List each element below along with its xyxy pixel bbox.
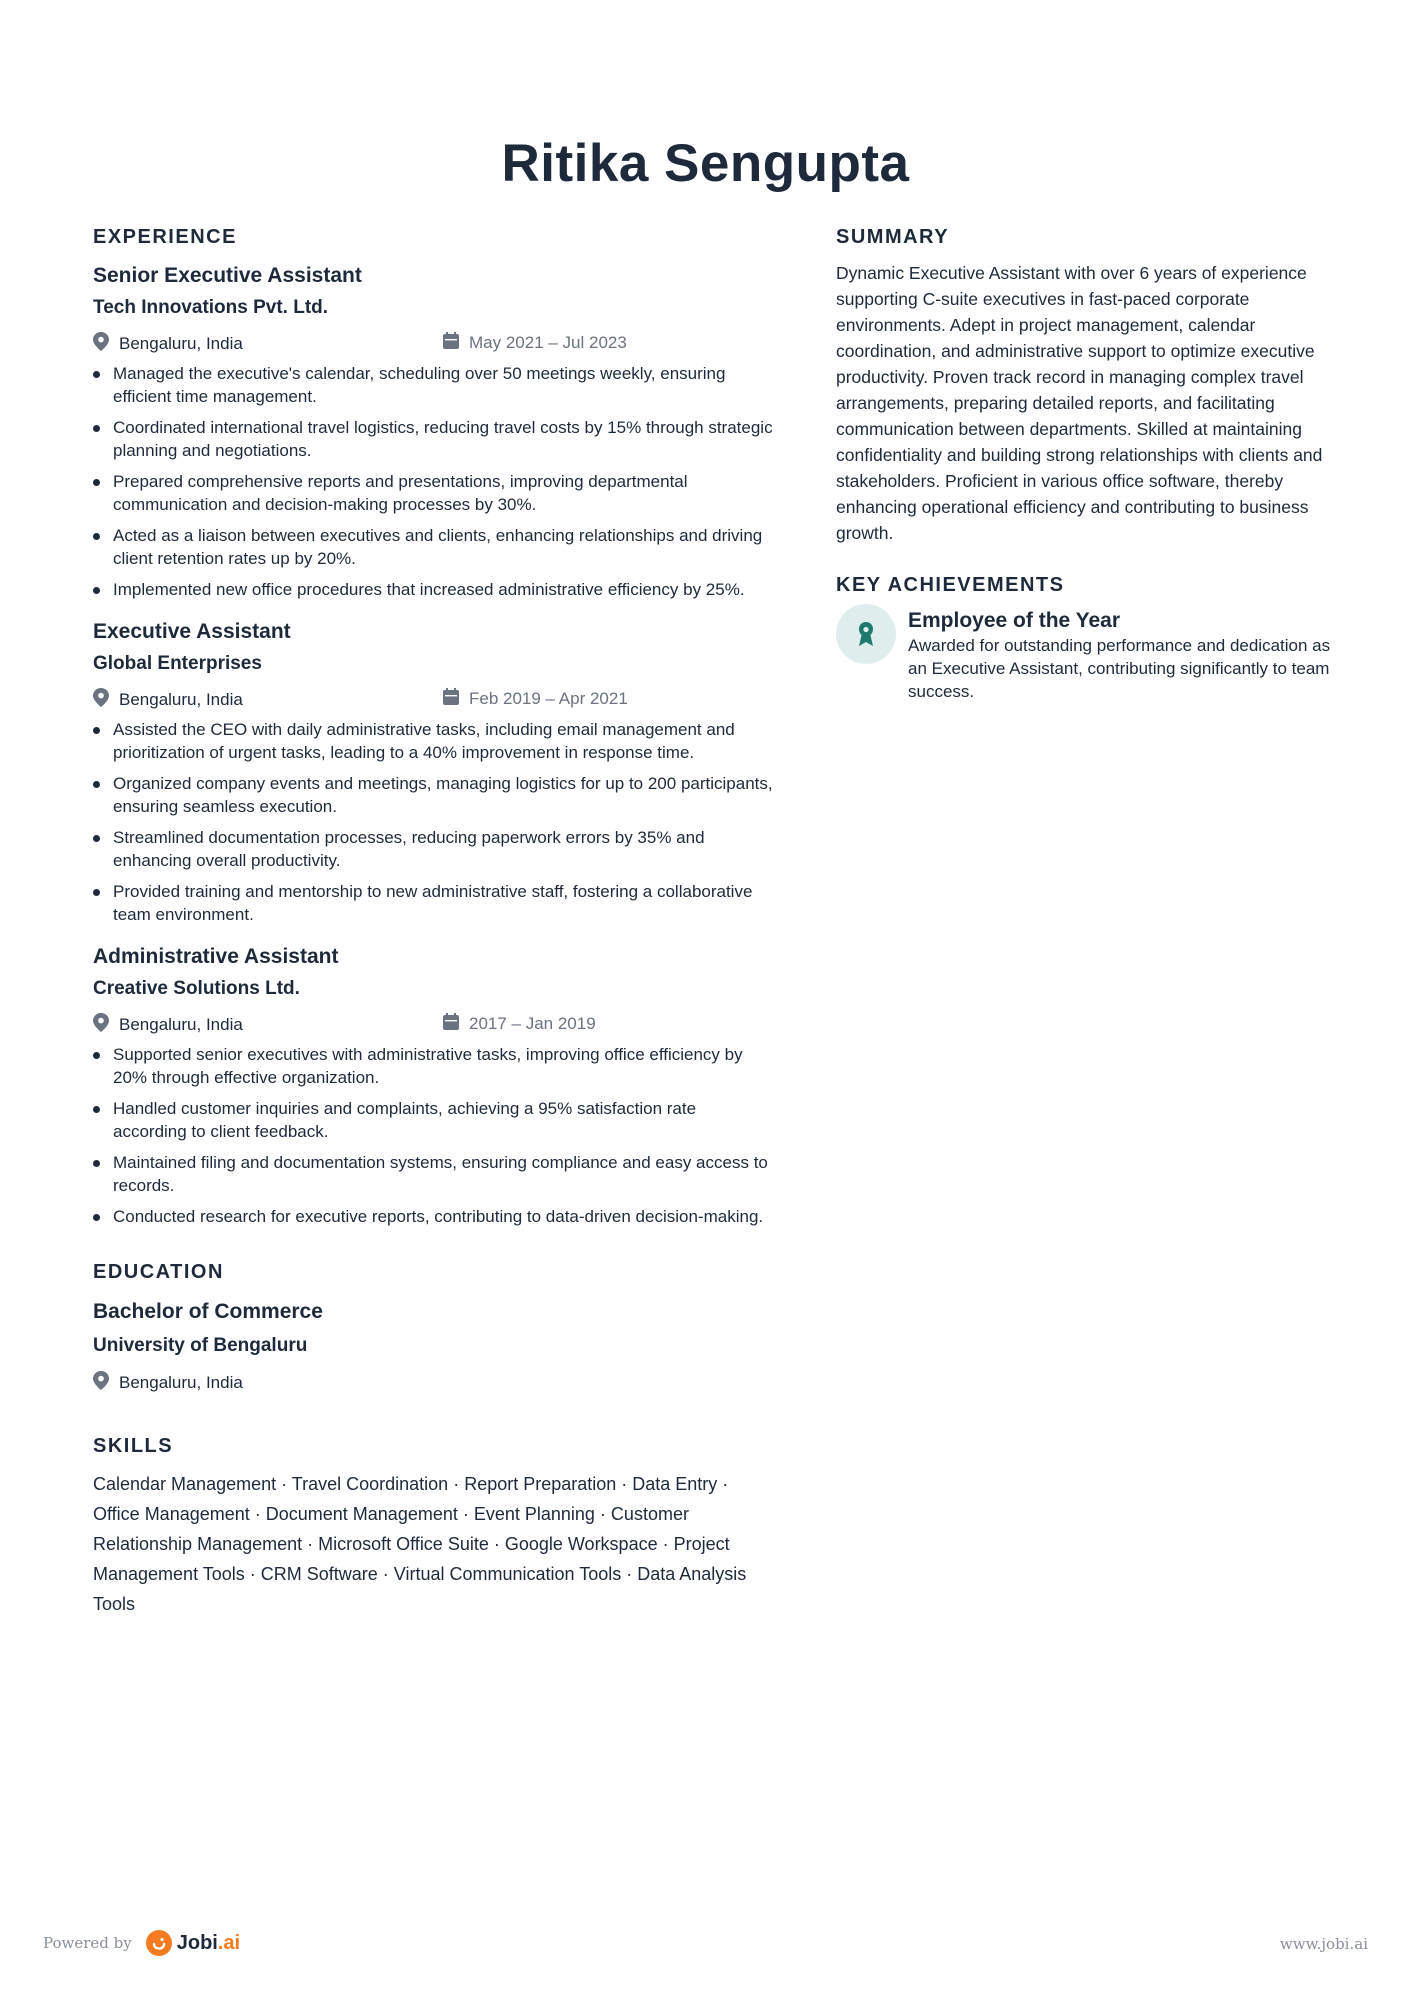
job-meta (93, 1011, 773, 1039)
bullet-item: Streamlined documentation processes, reducing paperwork errors by 35% and enhancing overall productivity. (93, 826, 773, 872)
education-location (93, 1371, 243, 1395)
footer-website[interactable]: www.jobi.ai (1279, 1935, 1368, 1953)
calendar-icon (443, 1013, 469, 1035)
job-bullets (93, 362, 773, 601)
job-location (93, 688, 243, 712)
powered-by-text: Powered by (43, 1934, 132, 1952)
bullet-item: Managed the executive's calendar, scheduling over 50 meetings weekly, ensuring efficient time management. (93, 362, 773, 408)
bullet-item: Supported senior executives with administrative tasks, improving office efficiency by 20% through effective organization. (93, 1043, 773, 1089)
location-text: Bengaluru, India (119, 1015, 243, 1034)
date-text: 2017 – Jan 2019 (469, 1014, 596, 1033)
summary-heading: SUMMARY (836, 226, 950, 248)
job-title: Administrative Assistant (93, 945, 339, 968)
bullet-item: Conducted research for executive reports, contributing to data-driven decision-making. (93, 1205, 773, 1228)
bullet-item: Provided training and mentorship to new administrative staff, fostering a collaborative team environment. (93, 880, 773, 926)
bullet-item: Handled customer inquiries and complaints, achieving a 95% satisfaction rate according to client feedback. (93, 1097, 773, 1143)
right-column (836, 222, 1331, 703)
jobi-logo-icon (146, 1930, 172, 1956)
bullet-item: Prepared comprehensive reports and presentations, improving departmental communication and decision-making processes by 30%. (93, 470, 773, 516)
achievement-description: Awarded for outstanding performance and dedication as an Executive Assistant, contributing significantly to team success. (908, 636, 1331, 701)
job-location (93, 332, 243, 356)
job-title: Executive Assistant (93, 620, 291, 643)
bullet-item: Acted as a liaison between executives and clients, enhancing relationships and driving client retention rates up by 20%. (93, 524, 773, 570)
education-meta (93, 1369, 773, 1397)
location-text: Bengaluru, India (119, 334, 243, 353)
job-entry (93, 616, 773, 926)
job-meta (93, 330, 773, 358)
experience-heading: EXPERIENCE (93, 226, 237, 248)
location-pin-icon (93, 688, 119, 712)
achievement-title: Employee of the Year (908, 609, 1121, 632)
job-title: Senior Executive Assistant (93, 264, 362, 287)
job-company: Global Enterprises (93, 653, 262, 674)
job-entry (93, 260, 773, 601)
skills-list: Calendar Management · Travel Coordination · Report Preparation · Data Entry · Office Management · Document Management · Event Planning · Customer Relationship Management · Microsoft Office Suite · Google Workspace · Project Management Tools · CRM Software · Virtual Communication Tools · Data Analysis Tools (93, 1474, 747, 1614)
education-school: University of Bengaluru (93, 1335, 308, 1356)
job-bullets (93, 1043, 773, 1228)
location-pin-icon (93, 1371, 119, 1395)
footer-branding (43, 1930, 240, 1956)
date-text: Feb 2019 – Apr 2021 (469, 689, 628, 708)
job-location (93, 1013, 243, 1037)
bullet-item: Coordinated international travel logistics, reducing travel costs by 15% through strategic planning and negotiations. (93, 416, 773, 462)
job-entry (93, 941, 773, 1228)
left-column (93, 222, 773, 1619)
calendar-icon (443, 332, 469, 354)
bullet-item: Maintained filing and documentation systems, ensuring compliance and easy access to records. (93, 1151, 773, 1197)
logo-suffix: .ai (217, 1931, 241, 1954)
job-meta (93, 686, 773, 714)
location-pin-icon (93, 332, 119, 356)
job-bullets (93, 718, 773, 926)
candidate-name: Ritika Sengupta (501, 134, 910, 193)
bullet-item: Assisted the CEO with daily administrative tasks, including email management and prioritization of urgent tasks, leading to a 40% improvement in response time. (93, 718, 773, 764)
education-heading: EDUCATION (93, 1261, 224, 1283)
location-text: Bengaluru, India (119, 690, 243, 709)
bullet-item: Organized company events and meetings, managing logistics for up to 200 participants, ensuring seamless execution. (93, 772, 773, 818)
jobi-logo-text[interactable] (177, 1932, 240, 1955)
summary-text: Dynamic Executive Assistant with over 6 years of experience supporting C-suite executives in fast-paced corporate environments. Adept in project management, calendar coordination, and administrative support to optimize executive productivity. Proven track record in managing complex travel arrangements, preparing detailed reports, and facilitating communication between departments. Skilled at maintaining confidentiality and building strong relationships with clients and stakeholders. Proficient in various office software, thereby enhancing operational efficiency and contributing to business growth. (836, 263, 1323, 543)
skills-heading: SKILLS (93, 1435, 174, 1457)
calendar-icon (443, 688, 469, 710)
education-degree: Bachelor of Commerce (93, 1300, 323, 1323)
job-company: Tech Innovations Pvt. Ltd. (93, 297, 329, 318)
bullet-item: Implemented new office procedures that increased administrative efficiency by 25%. (93, 578, 773, 601)
location-text: Bengaluru, India (119, 1373, 243, 1392)
job-dates (443, 688, 628, 710)
job-dates (443, 332, 627, 354)
job-company: Creative Solutions Ltd. (93, 978, 300, 999)
location-pin-icon (93, 1013, 119, 1037)
achievement-body (908, 608, 1331, 703)
job-dates (443, 1013, 596, 1035)
logo-main: Jobi (176, 1931, 218, 1954)
achievement-item (836, 608, 1331, 703)
award-icon (836, 604, 896, 664)
date-text: May 2021 – Jul 2023 (469, 333, 627, 352)
achievements-heading: KEY ACHIEVEMENTS (836, 574, 1065, 596)
